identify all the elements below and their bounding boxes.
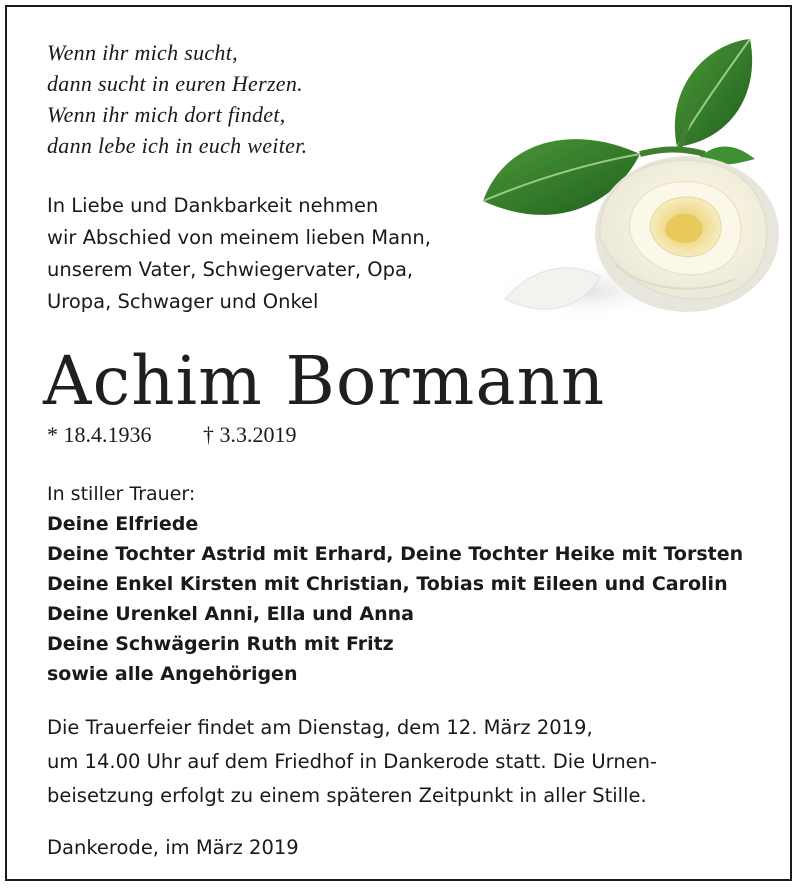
obituary-notice xyxy=(5,5,792,881)
place-date: Dankerode, im März 2019 xyxy=(47,836,299,859)
ceremony-line: um 14.00 Uhr auf dem Friedhof in Dankerode statt. Die Urnen- xyxy=(47,750,658,773)
poem-line: Wenn ihr mich sucht, xyxy=(47,40,238,65)
white-rose-image xyxy=(465,29,785,339)
ceremony-line: beisetzung erfolgt zu einem späteren Zeitpunkt in aller Stille. xyxy=(47,784,647,807)
poem-line: dann lebe ich in euch weiter. xyxy=(47,133,308,158)
poem-line: Wenn ihr mich dort findet, xyxy=(47,102,286,127)
mourner-line: Deine Schwägerin Ruth mit Fritz xyxy=(47,633,394,655)
poem-line: dann sucht in euren Herzen. xyxy=(47,71,303,96)
ceremony-info xyxy=(47,711,787,813)
intro-text xyxy=(47,190,487,318)
ceremony-line: Die Trauerfeier findet am Dienstag, dem 12. März 2019, xyxy=(47,716,593,739)
mourners-section xyxy=(47,479,787,689)
intro-line: unserem Vater, Schwiegervater, Opa, xyxy=(47,258,414,281)
mourner-line: Deine Urenkel Anni, Ella und Anna xyxy=(47,603,414,625)
intro-line: Uropa, Schwager und Onkel xyxy=(47,290,319,313)
intro-line: wir Abschied von meinem lieben Mann, xyxy=(47,226,431,249)
death-date: † 3.3.2019 xyxy=(203,422,297,447)
mourner-line: Deine Elfriede xyxy=(47,513,199,535)
poem xyxy=(47,37,467,161)
mourners-intro: In stiller Trauer: xyxy=(47,483,196,505)
deceased-name: Achim Bormann xyxy=(43,342,606,420)
mourner-line: Deine Enkel Kirsten mit Christian, Tobias mit Eileen und Carolin xyxy=(47,573,728,595)
birth-date: * 18.4.1936 xyxy=(47,422,152,447)
mourner-line: sowie alle Angehörigen xyxy=(47,663,298,685)
mourner-line: Deine Tochter Astrid mit Erhard, Deine Tochter Heike mit Torsten xyxy=(47,543,744,565)
intro-line: In Liebe und Dankbarkeit nehmen xyxy=(47,194,379,217)
life-dates xyxy=(47,419,547,451)
